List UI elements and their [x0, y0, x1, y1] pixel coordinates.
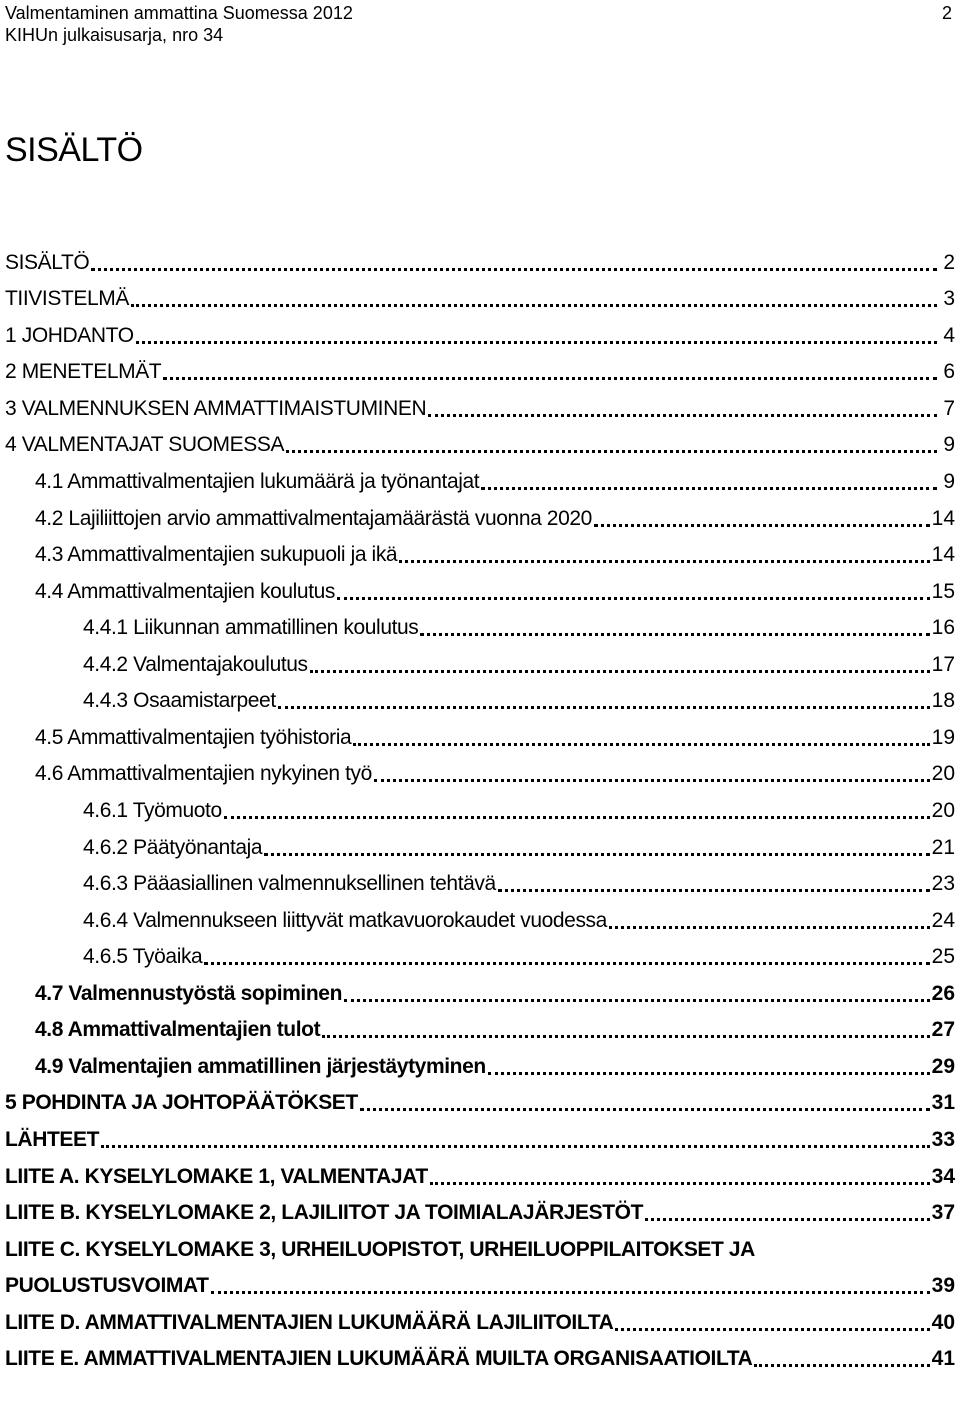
toc-entry-4-6-1[interactable] [5, 789, 955, 825]
toc-entry-title: 4.6.3 Pääasiallinen valmennuksellinen tehtävä [83, 872, 496, 895]
toc-entry-page: 3 [943, 287, 955, 310]
toc-entry-title: 4.4 Ammattivalmentajien koulutus [35, 580, 336, 603]
toc-entry-4-5[interactable] [5, 716, 955, 752]
toc-entry-page: 24 [931, 909, 955, 932]
toc-entry-title: TIIVISTELMÄ [5, 287, 129, 310]
toc-entry-page: 37 [931, 1201, 955, 1224]
toc-entry-title: LIITE E. AMMATTIVALMENTAJIEN LUKUMÄÄRÄ MUILTA ORGANISAATIOILTA [5, 1347, 753, 1370]
toc-entry-title: 4.6.2 Päätyönantaja [83, 836, 263, 859]
toc-entry-title: PUOLUSTUSVOIMAT [5, 1274, 209, 1297]
leader-dots [609, 926, 930, 929]
toc-entry-title: 4.7 Valmennustyöstä sopiminen [35, 982, 342, 1005]
toc-entry-title: 2 MENETELMÄT [5, 360, 162, 383]
leader-dots [360, 1108, 930, 1111]
toc-entry-4-2[interactable] [5, 497, 955, 533]
toc-entry-lahteet[interactable] [5, 1118, 955, 1154]
toc-entry-title: 4.6.5 Työaika [83, 945, 203, 968]
series-title: KIHUn julkaisusarja, nro 34 [5, 25, 224, 45]
toc-entry-page: 2 [943, 251, 955, 274]
toc-entry-tiivistelma[interactable] [5, 277, 955, 313]
toc-entry-4-6-4[interactable] [5, 899, 955, 935]
leader-dots [204, 962, 929, 965]
toc-entry-page: 29 [931, 1055, 955, 1078]
leader-dots [428, 414, 937, 417]
toc-entry-title: 4.8 Ammattivalmentajien tulot [35, 1018, 321, 1041]
leader-dots [322, 1035, 929, 1038]
leader-dots [264, 853, 929, 856]
toc-entry-4-7[interactable] [5, 972, 955, 1008]
leader-dots [278, 706, 930, 709]
toc-entry-title: LIITE D. AMMATTIVALMENTAJIEN LUKUMÄÄRÄ LAJILIITOILTA [5, 1311, 614, 1334]
toc-entry-page: 14 [931, 507, 955, 530]
toc-entry-4-4[interactable] [5, 570, 955, 606]
toc-entry-title: 4.6 Ammattivalmentajien nykyinen työ [35, 762, 372, 785]
running-header [5, 2, 955, 46]
toc-entry-title: 4.6.4 Valmennukseen liittyvät matkavuorokaudet vuodessa [83, 909, 607, 932]
toc-entry-sisalto[interactable] [5, 241, 955, 277]
toc-entry-4-6-3[interactable] [5, 862, 955, 898]
toc-entry-title: 4.1 Ammattivalmentajien lukumäärä ja työnantajat [35, 470, 480, 493]
toc-entry-4-4-1[interactable] [5, 606, 955, 642]
toc-entry-liite-a[interactable] [5, 1155, 955, 1191]
leader-dots [163, 377, 937, 380]
leader-dots [136, 341, 937, 344]
toc-entry-page: 4 [943, 324, 955, 347]
toc-entry-title: LIITE B. KYSELYLOMAKE 2, LAJILIITOT JA TOIMIALAJÄRJESTÖT [5, 1201, 644, 1224]
toc-entry-menetelmat[interactable] [5, 350, 955, 386]
toc-entry-4-6[interactable] [5, 752, 955, 788]
toc-entry-page: 18 [931, 689, 955, 712]
toc-entry-page: 20 [931, 799, 955, 822]
leader-dots [615, 1328, 929, 1331]
toc-entry-title: 4 VALMENTAJAT SUOMESSA [5, 433, 285, 456]
toc-entry-title: LIITE A. KYSELYLOMAKE 1, VALMENTAJAT [5, 1165, 428, 1188]
leader-dots [224, 816, 930, 819]
toc-entry-page: 19 [931, 726, 955, 749]
toc-entry-4-4-2[interactable] [5, 643, 955, 679]
toc-entry-page: 41 [931, 1347, 955, 1370]
toc-entry-page: 16 [931, 616, 955, 639]
toc-entry-page: 7 [943, 397, 955, 420]
toc-entry-page: 33 [931, 1128, 955, 1151]
toc-entry-liite-c-line2[interactable] [5, 1264, 955, 1300]
toc-entry-page: 23 [931, 872, 955, 895]
toc-entry-page: 21 [931, 836, 955, 859]
toc-entry-title: LÄHTEET [5, 1128, 100, 1151]
leader-dots [337, 597, 930, 600]
toc-entry-page: 39 [931, 1274, 955, 1297]
leader-dots [594, 524, 930, 527]
toc-entry-title: SISÄLTÖ [5, 251, 90, 274]
toc-entry-title: 4.9 Valmentajien ammatillinen järjestäytyminen [35, 1055, 486, 1078]
toc-entry-page: 6 [943, 360, 955, 383]
toc-entry-title: 4.5 Ammattivalmentajien työhistoria [35, 726, 352, 749]
toc-entry-page: 34 [931, 1165, 955, 1188]
toc-entry-title: 4.2 Lajiliittojen arvio ammattivalmentajamäärästä vuonna 2020 [35, 507, 592, 530]
toc-entry-page: 17 [931, 653, 955, 676]
toc-entry-liite-d[interactable] [5, 1301, 955, 1337]
toc-entry-valmentajat-suomessa[interactable] [5, 423, 955, 459]
toc-entry-title: 1 JOHDANTO [5, 324, 134, 347]
toc-entry-4-6-5[interactable] [5, 935, 955, 971]
leader-dots [754, 1364, 929, 1367]
leader-dots [91, 268, 937, 271]
leader-dots [488, 1072, 930, 1075]
toc-entry-page: 9 [943, 470, 955, 493]
leader-dots [374, 779, 930, 782]
toc-entry-page: 9 [943, 433, 955, 456]
leader-dots [101, 1145, 930, 1148]
toc-entry-pohdinta[interactable] [5, 1081, 955, 1117]
toc-entry-page: 25 [931, 945, 955, 968]
toc-entry-page: 20 [931, 762, 955, 785]
toc-entry-johdanto[interactable] [5, 314, 955, 350]
toc-entry-title: 5 POHDINTA JA JOHTOPÄÄTÖKSET [5, 1091, 358, 1114]
toc-entry-4-3[interactable] [5, 533, 955, 569]
leader-dots [645, 1218, 930, 1221]
toc-entry-4-9[interactable] [5, 1045, 955, 1081]
leader-dots [353, 743, 929, 746]
toc-entry-4-1[interactable] [5, 460, 955, 496]
toc-entry-liite-c-line1[interactable]: LIITE C. KYSELYLOMAKE 3, URHEILUOPISTOT, URHEILUOPPILAITOKSET JA [5, 1238, 755, 1261]
toc-entry-title: 3 VALMENNUKSEN AMMATTIMAISTUMINEN [5, 397, 427, 420]
toc-entry-title: 4.6.1 Työmuoto [83, 799, 222, 822]
toc-entry-page: 40 [931, 1311, 955, 1334]
toc-entry-4-6-2[interactable] [5, 826, 955, 862]
leader-dots [211, 1291, 930, 1294]
toc-entry-4-8[interactable] [5, 1008, 955, 1044]
leader-dots [430, 1182, 930, 1185]
toc-entry-title: 4.4.3 Osaamistarpeet [83, 689, 276, 712]
leader-dots [286, 450, 937, 453]
toc-entry-liite-e[interactable] [5, 1337, 955, 1373]
leader-dots [344, 999, 930, 1002]
page-number: 2 [941, 3, 952, 23]
leader-dots [399, 560, 929, 563]
toc-entry-page: 14 [931, 543, 955, 566]
leader-dots [131, 304, 937, 307]
toc-entry-title: 4.4.1 Liikunnan ammatillinen koulutus [83, 616, 419, 639]
toc-entry-valmennuksen-ammattimaistuminen[interactable] [5, 387, 955, 423]
leader-dots [481, 487, 937, 490]
page-heading: SISÄLTÖ [5, 131, 143, 169]
toc-entry-liite-b[interactable] [5, 1191, 955, 1227]
leader-dots [420, 633, 929, 636]
publication-title: Valmentaminen ammattina Suomessa 2012 [5, 3, 353, 23]
toc-entry-page: 15 [931, 580, 955, 603]
toc-entry-title: 4.4.2 Valmentajakoulutus [83, 653, 308, 676]
toc-entry-page: 31 [931, 1091, 955, 1114]
toc-entry-page: 27 [931, 1018, 955, 1041]
toc-entry-page: 26 [931, 982, 955, 1005]
toc-entry-title: 4.3 Ammattivalmentajien sukupuoli ja ikä [35, 543, 398, 566]
leader-dots [498, 889, 930, 892]
leader-dots [310, 670, 930, 673]
toc-entry-4-4-3[interactable] [5, 679, 955, 715]
